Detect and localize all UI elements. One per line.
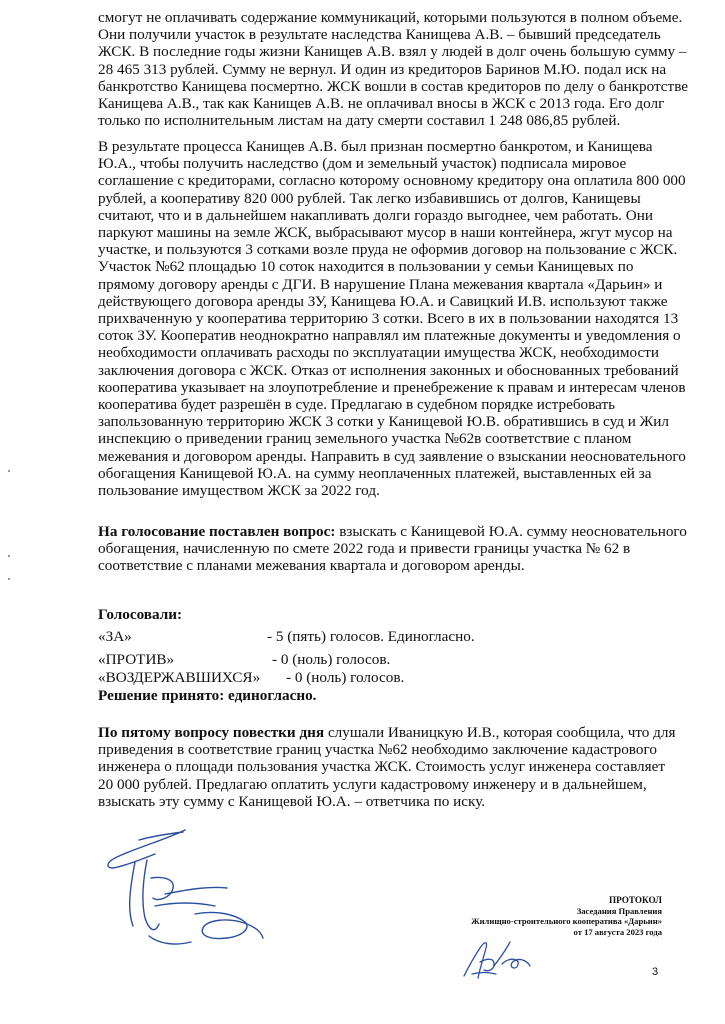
page-number: 3: [652, 966, 659, 978]
vote-label-abstain: «ВОЗДЕРЖАВШИХСЯ»: [98, 669, 261, 686]
text-line: инженера о площади пользования участка ЖСК. Стоимость услуг инженера составляет: [98, 758, 665, 776]
text-line: Ю.А., чтобы получить наследство (дом и земельный участок) подписала мировое: [98, 155, 627, 173]
text-line: Участок №62 площадью 10 соток находится в пользовании у семьи Канищевых по: [98, 258, 634, 276]
text-line: банкротство Канищева посмертно. ЖСК вошли в состав кредиторов по делу о банкротстве: [98, 77, 689, 95]
margin-mark: [8, 578, 10, 580]
text-line: пользование имуществом ЖСК за 2022 год.: [98, 482, 380, 500]
text-line: прямому договору аренды с ДГИ. В нарушение Плана межевания квартала «Дарьин» и: [98, 275, 663, 293]
text-line: межевания и договором аренды. Направить в суд заявление о взыскании неосновательного: [98, 447, 686, 465]
text-line: действующего договора аренды ЗУ, Канищева Ю.А. и Савицкий И.В. используют также: [98, 292, 668, 310]
decision: Решение принято: единогласно.: [98, 687, 317, 704]
text-line: взыскать с Канищевой Ю.А. сумму неосновательного: [335, 523, 687, 540]
vote-value-against: - 0 (ноль) голосов.: [272, 651, 391, 668]
paragraph-item-5: [98, 724, 676, 810]
item5-first-line: [98, 724, 676, 741]
vote-label-for: «ЗА»: [98, 628, 132, 645]
vote-value-abstain: - 0 (ноль) голосов.: [286, 669, 405, 686]
text-line: только по исполнительным листам на дату смерти составил 1 248 086,85 рублей.: [98, 112, 621, 130]
text-line: считают, что и в дальнейшем накапливать долги гораздо выгоднее, чем работать. Они: [98, 206, 653, 224]
text-line: соток ЗУ. Кооператив неоднократно направлял им платежные документы и уведомления о: [98, 327, 681, 345]
protocol-stamp: [471, 895, 662, 937]
text-line: паркуют машины на земле ЖСК, выбрасывают мусор в наши контейнера, жгут мусор на: [98, 224, 673, 242]
text-line: 28 465 313 рублей. Сумму не вернул. И один из кредиторов Баринов М.Ю. подал иск на: [98, 60, 667, 78]
stamp-title: ПРОТОКОЛ: [609, 895, 662, 905]
secretary-signature: [450, 928, 540, 988]
voting-question-first-line: [98, 523, 687, 540]
text-line: запользованную территорию ЖСК 3 сотки у Канищевой Ю.В. обратившись в суд и Жил: [98, 413, 669, 431]
paragraph-inheritance: [98, 9, 689, 130]
text-line: кооператива будет разрешён в суде. Предлагаю в судебном порядке истребовать: [98, 396, 616, 414]
text-line: Канищева А.В., так как Канищев А.В. не оплачивал вносы в ЖСК с 2013 года. Его долг: [98, 95, 665, 113]
text-line: ЖСК. В последние годы жизни Канищев А.В. взял у людей в долг очень большую сумму –: [98, 43, 687, 61]
text-line: инспекцию о приведении границ земельного участка №62в соответствие с планом: [98, 430, 632, 448]
text-line: заключения договора с ЖСК. Отказ от исполнения законных и обоснованных требований: [98, 361, 679, 379]
text-line: приведения в соответствие границ участка №62 необходимо заключение кадастрового: [98, 741, 657, 759]
paragraph-bankruptcy: [98, 138, 686, 500]
text-line: необходимости оплачивать расходы по эксплуатации имущества ЖСК, необходимости: [98, 344, 659, 362]
stamp-line: Заседания Правления: [576, 905, 662, 916]
text-line: взыскать эту сумму с Канищевой Ю.А. – ответчика по иску.: [98, 792, 486, 810]
vote-label-against: «ПРОТИВ»: [98, 651, 175, 668]
stamp-line: от 17 августа 2023 года: [573, 926, 662, 937]
text-line: соответствие с планами межевания квартала и договором аренды.: [98, 557, 525, 575]
text-line: рублей, а кооперативу 820 000 рублей. Так легко избавившись от долгов, Канищевы: [98, 189, 641, 207]
text-line: прихваченную у кооператива территорию 3 сотки. Всего в их в пользовании находятся 13: [98, 310, 679, 328]
text-line: 20 000 рублей. Предлагаю оплатить услуги кадастровому инженеру и в дальнейшем,: [98, 775, 647, 793]
chairman-signature: [95, 818, 275, 958]
text-line: слушали Иваницкую И.В., которая сообщила, что для: [324, 724, 676, 741]
voting-question: [98, 523, 687, 575]
text-line: обогащения Канищевой Ю.А. на сумму неоплаченных платежей, выставленных ей за: [98, 464, 652, 482]
margin-mark: [8, 470, 10, 472]
text-line: Они получили участок в результате наследства Канищева А.В. – бывший председатель: [98, 26, 661, 44]
text-line: соглашение с кредиторами, согласно которому основному кредитору она оплатила 800 000: [98, 172, 686, 190]
vote-value-for: - 5 (пять) голосов. Единогласно.: [267, 628, 475, 645]
text-line: обогащения, начисленную по смете 2022 года и привести границы участка № 62 в: [98, 540, 631, 558]
voting-question-label: На голосование поставлен вопрос:: [98, 523, 336, 540]
text-line: В результате процесса Канищев А.В. был признан посмертно банкротом, и Канищева: [98, 138, 653, 155]
text-line: смогут не оплачивать содержание коммуникаций, которыми пользуются в полном объеме.: [98, 9, 683, 26]
margin-mark: [8, 555, 10, 557]
text-line: кооператива указывает на злоупотребление и пренебрежение к правам и интересам членов: [98, 378, 686, 396]
text-line: участке, и пользуются 3 сотками возле пруда не оформив договор на пользование с ЖСК.: [98, 241, 678, 259]
votes-heading: Голосовали:: [98, 606, 183, 623]
item5-label: По пятому вопросу повестки дня: [98, 724, 325, 741]
stamp-line: Жилищно-строительного кооператива «Дарьин»: [471, 916, 662, 926]
